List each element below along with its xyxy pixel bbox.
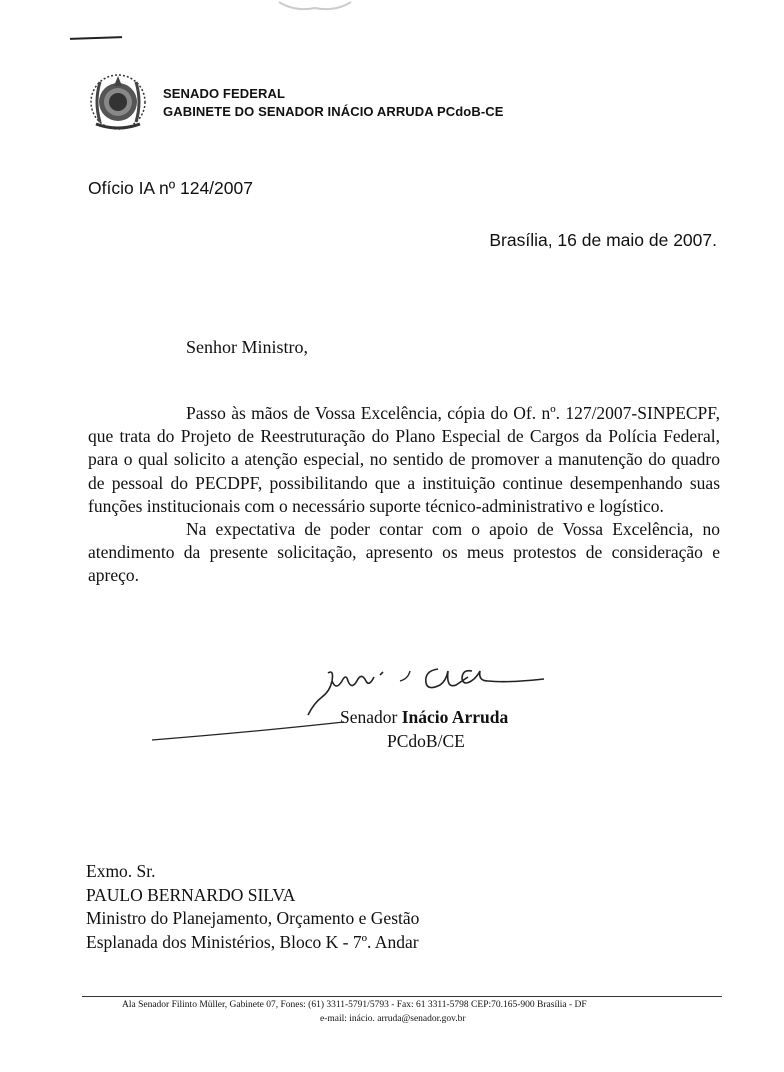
addressee-address: Esplanada dos Ministérios, Bloco K - 7º. Andar: [86, 931, 419, 952]
signer-full-name: Inácio Arruda: [401, 707, 509, 727]
scan-mark: [70, 36, 122, 40]
signer-party: PCdoB/CE: [387, 731, 465, 751]
footer-email: e-mail: inácio. arruda@senador.gov.br: [320, 1014, 466, 1024]
signature-line: [152, 720, 344, 742]
letter-body: [88, 402, 720, 588]
footer-divider: [82, 996, 722, 997]
body-paragraph-2: Na expectativa de poder contar com o apoio de Vossa Excelência, no atendimento da presente solicitação, apresento os meus protestos de consideração e apreço.: [88, 519, 720, 586]
addressee-block: [86, 860, 419, 954]
document-reference: Ofício IA nº 124/2007: [88, 178, 253, 198]
addressee-position: Ministro do Planejamento, Orçamento e Gestão: [86, 908, 420, 929]
salutation: Senhor Ministro,: [186, 337, 309, 357]
addressee-honorific: Exmo. Sr.: [86, 861, 156, 881]
scan-smudge: [275, 0, 355, 14]
footer-address: Ala Senador Filinto Müller, Gabinete 07, Fones: (61) 3311-5791/5793 - Fax: 61 3311-5798 CEP:70.165-900 Brasília - DF: [122, 1000, 587, 1010]
body-paragraph-1: Passo às mãos de Vossa Excelência, cópia do Of. nº. 127/2007-SINPECPF, que trata do Projeto de Reestruturação do Plano Especial de Cargos da Polícia Federal, para o qual solicito a atenção especial, no sentido de promover a manutenção do quadro de pessoal do PECDPF, possibilitando que a instituição continue desempenhando suas funções institucionais com o necessário suporte técnico-administrativo e logístico.: [88, 403, 720, 516]
signer-name: [340, 707, 508, 728]
addressee-name: PAULO BERNARDO SILVA: [86, 884, 296, 905]
signer-title: Senador: [340, 707, 398, 727]
brazil-coat-of-arms-seal-icon: [86, 70, 150, 134]
place-and-date: Brasília, 16 de maio de 2007.: [489, 230, 717, 250]
office-name: GABINETE DO SENADOR INÁCIO ARRUDA PCdoB-CE: [163, 104, 504, 119]
institution-name: SENADO FEDERAL: [163, 86, 286, 101]
